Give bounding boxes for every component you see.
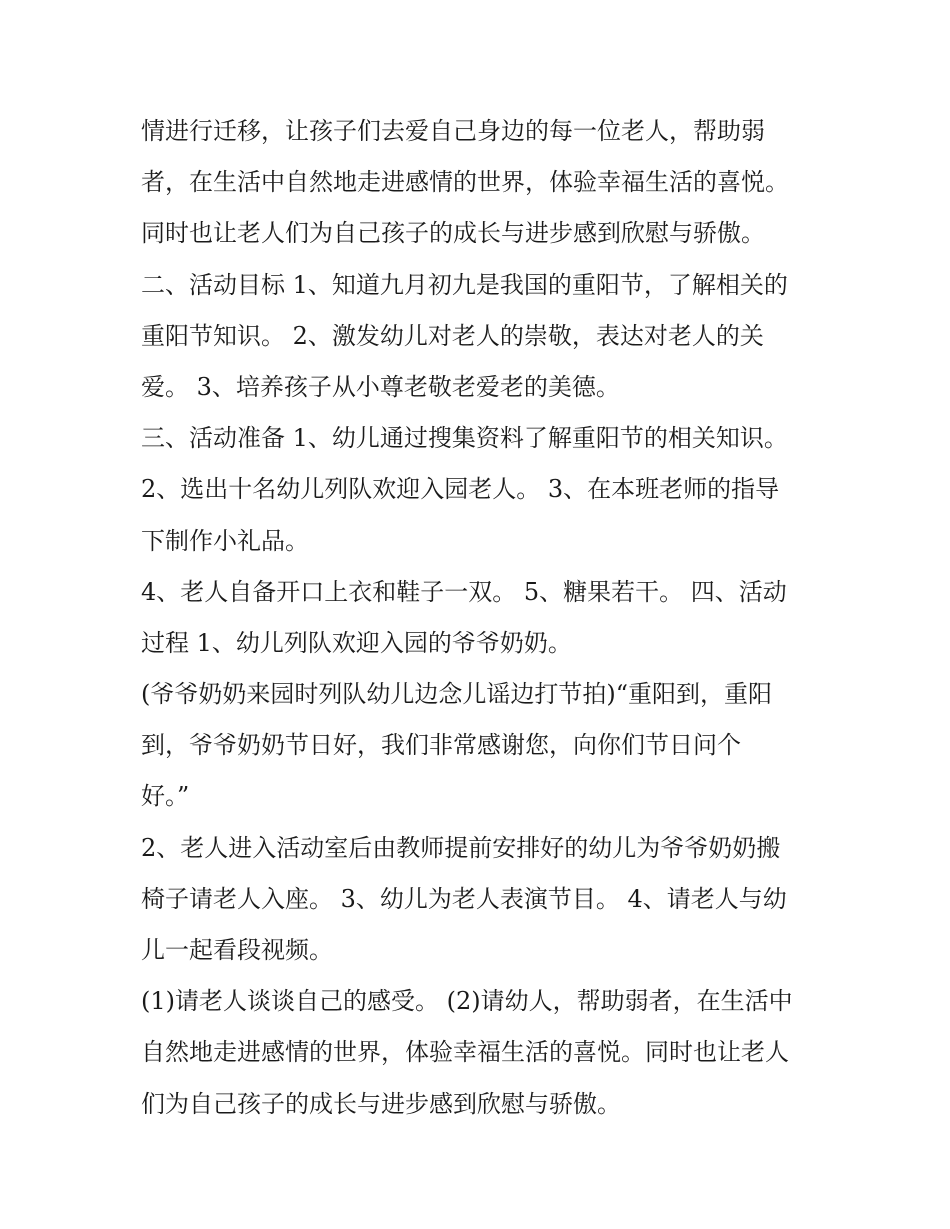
text-line: 好。” — [141, 782, 190, 811]
body-text — [141, 106, 821, 1130]
text-line: 同时也让老人们为自己孩子的成长与进步感到欣慰与骄傲。 — [141, 219, 765, 248]
text-line: 重阳节知识。 2、激发幼儿对老人的崇敬，表达对老人的关 — [141, 321, 764, 350]
text-line: (1)请老人谈谈自己的感受。 (2)请幼人，帮助弱者，在生活中 — [141, 987, 793, 1016]
text-line: 椅子请老人入座。 3、幼儿为老人表演节目。 4、请老人与幼 — [141, 884, 787, 913]
text-line: 2、老人进入活动室后由教师提前安排好的幼儿为爷爷奶奶搬 — [141, 833, 781, 862]
text-line: 下制作小礼品。 — [141, 526, 309, 555]
text-line: 三、活动准备 1、幼儿通过搜集资料了解重阳节的相关知识。 — [141, 424, 788, 453]
text-line: 4、老人自备开口上衣和鞋子一双。 5、糖果若干。 四、活动 — [141, 577, 787, 606]
text-line: 儿一起看段视频。 — [141, 936, 333, 964]
text-line: 爱。 3、培养孩子从小尊老敬老爱老的美德。 — [141, 372, 620, 401]
text-line: 二、活动目标 1、知道九月初九是我国的重阳节，了解相关的 — [141, 270, 788, 299]
text-line: (爷爷奶奶来园时列队幼儿边念儿谣边打节拍)“重阳到，重阳 — [141, 680, 772, 709]
text-line: 自然地走进感情的世界，体验幸福生活的喜悦。同时也让老人 — [141, 1038, 789, 1067]
text-line: 2、选出十名幼儿列队欢迎入园老人。 3、在本班老师的指导 — [141, 475, 780, 504]
text-line: 者，在生活中自然地走进感情的世界，体验幸福生活的喜悦。 — [141, 168, 789, 197]
text-line: 到，爷爷奶奶节日好，我们非常感谢您，向你们节日问个 — [141, 731, 741, 760]
text-line: 过程 1、幼儿列队欢迎入园的爷爷奶奶。 — [141, 628, 572, 657]
text-line: 们为自己孩子的成长与进步感到欣慰与骄傲。 — [141, 1089, 621, 1118]
text-line: 情进行迁移，让孩子们去爱自己身边的每一位老人，帮助弱 — [141, 117, 765, 145]
